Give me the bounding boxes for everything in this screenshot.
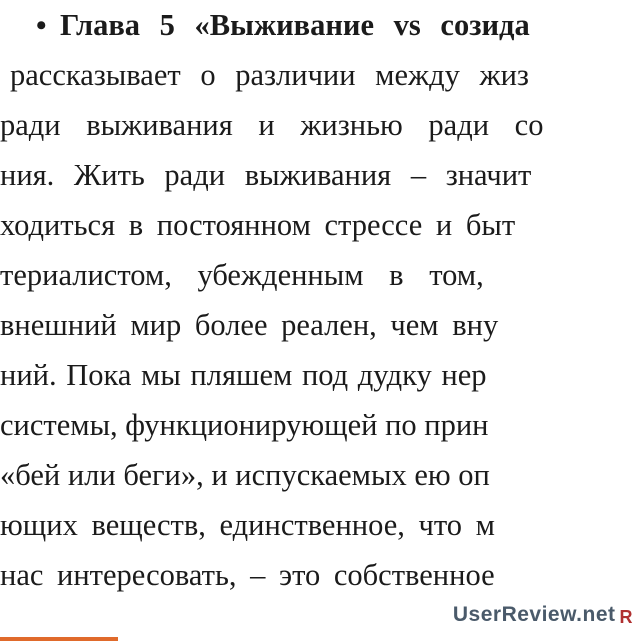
body-line-1: рассказывает о различии между жиз [10,58,529,92]
chapter-heading-text: Глава 5 «Выживание vs созида [60,8,530,42]
body-line-11: нас интересовать, – это собственное [0,558,495,592]
body-line-9: «бей или беги», и испускаемых ею оп [0,458,490,492]
bullet-icon: • [36,9,47,42]
body-line-6: внешний мир более реален, чем вну [0,308,499,342]
watermark [453,603,633,627]
body-line-7: ний. Пока мы пляшем под дудку нер [0,358,487,392]
watermark-badge: R [619,607,633,627]
body-line-2: ради выживания и жизнью ради со [0,108,544,142]
chapter-heading-line [0,0,637,50]
page-bottom-rule [0,637,118,641]
body-line-5: териалистом, убежденным в том, [0,258,484,292]
watermark-text: UserReview.net [452,603,616,626]
body-line-4: ходиться в постоянном стрессе и быт [0,208,516,242]
body-line-10: ющих веществ, единственное, что м [0,508,495,542]
body-line-8: системы, функционирующей по прин [0,408,489,442]
body-line-3: ния. Жить ради выживания – значит [0,158,532,192]
